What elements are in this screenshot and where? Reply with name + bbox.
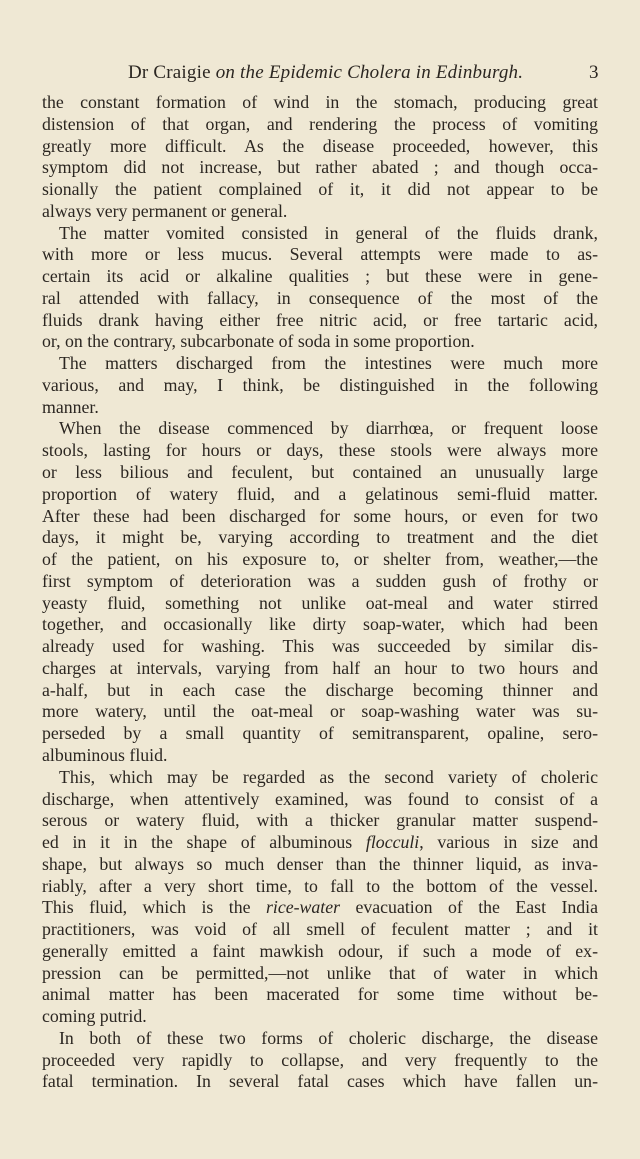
text-line: manner. xyxy=(42,396,99,417)
running-head-author: Dr Craigie xyxy=(128,62,211,83)
text-line: discharge, when attentively examined, was found to consist of a xyxy=(42,788,598,809)
text-line: In both of these two forms of choleric discharge, the disease xyxy=(59,1027,598,1048)
text-line: with more or less mucus. Several attempts were made to as- xyxy=(42,244,598,265)
text-line: sionally the patient complained of it, it did not appear to be xyxy=(42,179,598,200)
page-header xyxy=(0,48,640,88)
text-line: serous or watery fluid, with a thicker granular matter suspend- xyxy=(42,810,598,831)
text-line: more watery, until the oat-meal or soap-washing water was su- xyxy=(42,701,598,722)
text-line: practitioners, was void of all smell of feculent matter ; and it xyxy=(42,919,598,940)
italic-term: flocculi xyxy=(365,832,420,853)
text-line: or less bilious and feculent, but contained an unusually large xyxy=(42,462,598,483)
text-line: symptom did not increase, but rather abated ; and though occa- xyxy=(42,157,598,178)
text-line: proceeded very rapidly to collapse, and very frequently to the xyxy=(42,1049,598,1070)
text-line: always very permanent or general. xyxy=(42,200,288,221)
italic-term: rice-water xyxy=(265,897,341,918)
text-line: When the disease commenced by diarrhœa, or frequent loose xyxy=(59,418,598,439)
text-line: animal matter has been macerated for some time without be- xyxy=(42,984,598,1005)
text-line: stools, lasting for hours or days, these stools were always more xyxy=(42,440,598,461)
text-line: first symptom of deterioration was a sudden gush of frothy or xyxy=(42,570,598,591)
text-line-with-italic: ed in it in the shape of albuminous flocculi, various in size and xyxy=(42,832,598,853)
text-line: together, and occasionally like dirty soap-water, which had been xyxy=(42,614,598,635)
text-line: of the patient, on his exposure to, or shelter from, weather,—the xyxy=(42,549,598,570)
text-line: yeasty fluid, something not unlike oat-meal and water stirred xyxy=(42,592,598,613)
text-line: albuminous fluid. xyxy=(42,744,168,765)
text-line: already used for washing. This was succeeded by similar dis- xyxy=(42,636,598,657)
page-number: 3 xyxy=(589,62,599,83)
text-line: proportion of watery fluid, and a gelatinous semi-fluid matter. xyxy=(42,483,598,504)
text-line: greatly more difficult. As the disease proceeded, however, this xyxy=(42,135,598,156)
text-line: The matters discharged from the intestines were much more xyxy=(59,353,598,374)
text-line: The matter vomited consisted in general of the fluids drank, xyxy=(59,222,598,243)
text-line-with-italic: This fluid, which is the rice-water evacuation of the East India xyxy=(42,897,598,918)
text-line: generally emitted a faint mawkish odour, if such a mode of ex- xyxy=(42,940,598,961)
running-head-on-the: on the xyxy=(215,62,264,83)
text-line: fatal termination. In several fatal cases which have fallen un- xyxy=(42,1071,598,1092)
text-line: shape, but always so much denser than the thinner liquid, as inva- xyxy=(42,853,598,874)
running-head-title: Epidemic Cholera in Edinburgh. xyxy=(268,62,524,83)
text-line: days, it might be, varying according to treatment and the diet xyxy=(42,527,598,548)
text-line: perseded by a small quantity of semitransparent, opaline, sero- xyxy=(42,723,598,744)
text-line: ral attended with fallacy, in consequence of the most of the xyxy=(42,287,598,308)
text-line: charges at intervals, varying from half an hour to two hours and xyxy=(42,657,598,678)
text-line: riably, after a very short time, to fall to the bottom of the vessel. xyxy=(42,875,598,896)
text-line: various, and may, I think, be distinguished in the following xyxy=(42,374,598,395)
text-line: distension of that organ, and rendering the process of vomiting xyxy=(42,113,598,134)
text-line: pression can be permitted,—not unlike that of water in which xyxy=(42,962,598,983)
text-line: or, on the contrary, subcarbonate of soda in some proportion. xyxy=(42,331,475,352)
text-line: fluids drank having either free nitric acid, or free tartaric acid, xyxy=(42,309,598,330)
text-line: certain its acid or alkaline qualities ; but these were in gene- xyxy=(42,266,598,287)
text-line: After these had been discharged for some hours, or even for two xyxy=(42,505,598,526)
text-line: a-half, but in each case the discharge becoming thinner and xyxy=(42,679,598,700)
body-text xyxy=(42,92,598,1093)
text-line: the constant formation of wind in the stomach, producing great xyxy=(42,92,598,112)
text-line: coming putrid. xyxy=(42,1006,147,1027)
running-head xyxy=(128,62,523,84)
text-line: This, which may be regarded as the second variety of choleric xyxy=(59,766,598,787)
